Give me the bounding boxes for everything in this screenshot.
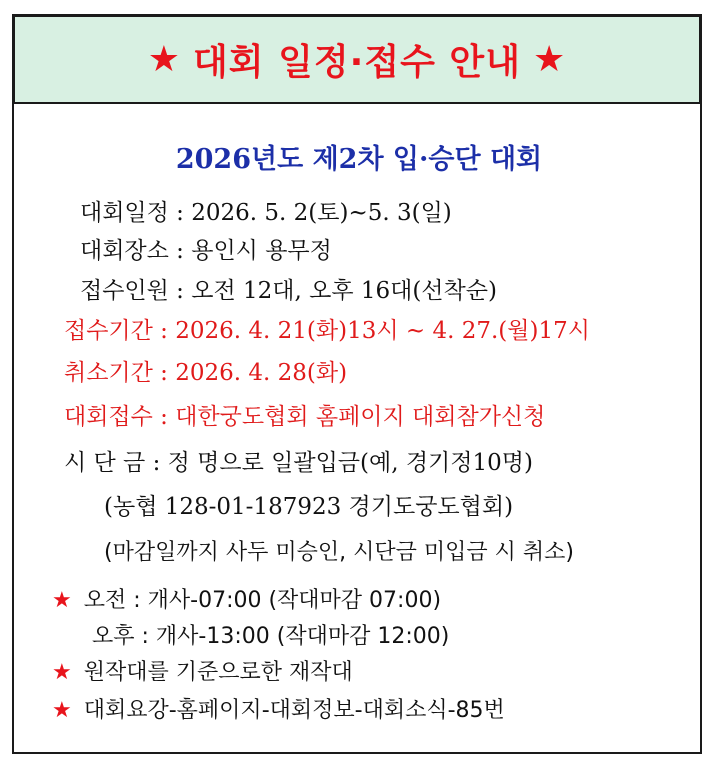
morning-schedule: 오전 : 개사-07:00 (작대마감 07:00): [83, 588, 442, 613]
header-banner: [12, 14, 702, 105]
registration-period-line: 접수기간 : 2026. 4. 21(화)13시 ~ 4. 27.(월)17시: [64, 318, 590, 344]
deadline-note-line: (마감일까지 사두 미승인, 시단금 미입금 시 취소): [104, 540, 574, 565]
rebase-note: [52, 662, 353, 684]
star-icon: ★: [52, 698, 72, 723]
rebase-text: 원작대를 기준으로한 재작대: [83, 660, 353, 685]
star-icon: ★: [52, 588, 72, 613]
cancel-period-line: 취소기간 : 2026. 4. 28(화): [64, 360, 348, 386]
schedule-line: 대회일정 : 2026. 5. 2(토)~5. 3(일): [80, 200, 452, 226]
star-icon: ★: [532, 39, 567, 80]
fee-line: 시 단 금 : 정 명으로 일괄입금(예, 경기정10명): [64, 450, 533, 476]
afternoon-schedule: 오후 : 개사-13:00 (작대마감 12:00): [92, 624, 450, 649]
guide-note: [52, 700, 505, 722]
header-title: 대회 일정·접수 안내: [193, 42, 521, 83]
star-icon: ★: [147, 39, 182, 80]
star-icon: ★: [52, 660, 72, 685]
bank-account-line: (농협 128-01-187923 경기도궁도협회): [104, 494, 514, 520]
capacity-line: 접수인원 : 오전 12대, 오후 16대(선착순): [80, 278, 497, 304]
morning-note: [52, 590, 441, 612]
guide-text: 대회요강-홈페이지-대회정보-대회소식-85번: [83, 698, 505, 723]
registration-method-line: 대회접수 : 대한궁도협회 홈페이지 대회참가신청: [64, 404, 546, 430]
event-title: 2026년도 제2차 입·승단 대회: [175, 144, 543, 175]
venue-line: 대회장소 : 용인시 용무정: [80, 238, 332, 264]
notice-box: [12, 104, 702, 754]
